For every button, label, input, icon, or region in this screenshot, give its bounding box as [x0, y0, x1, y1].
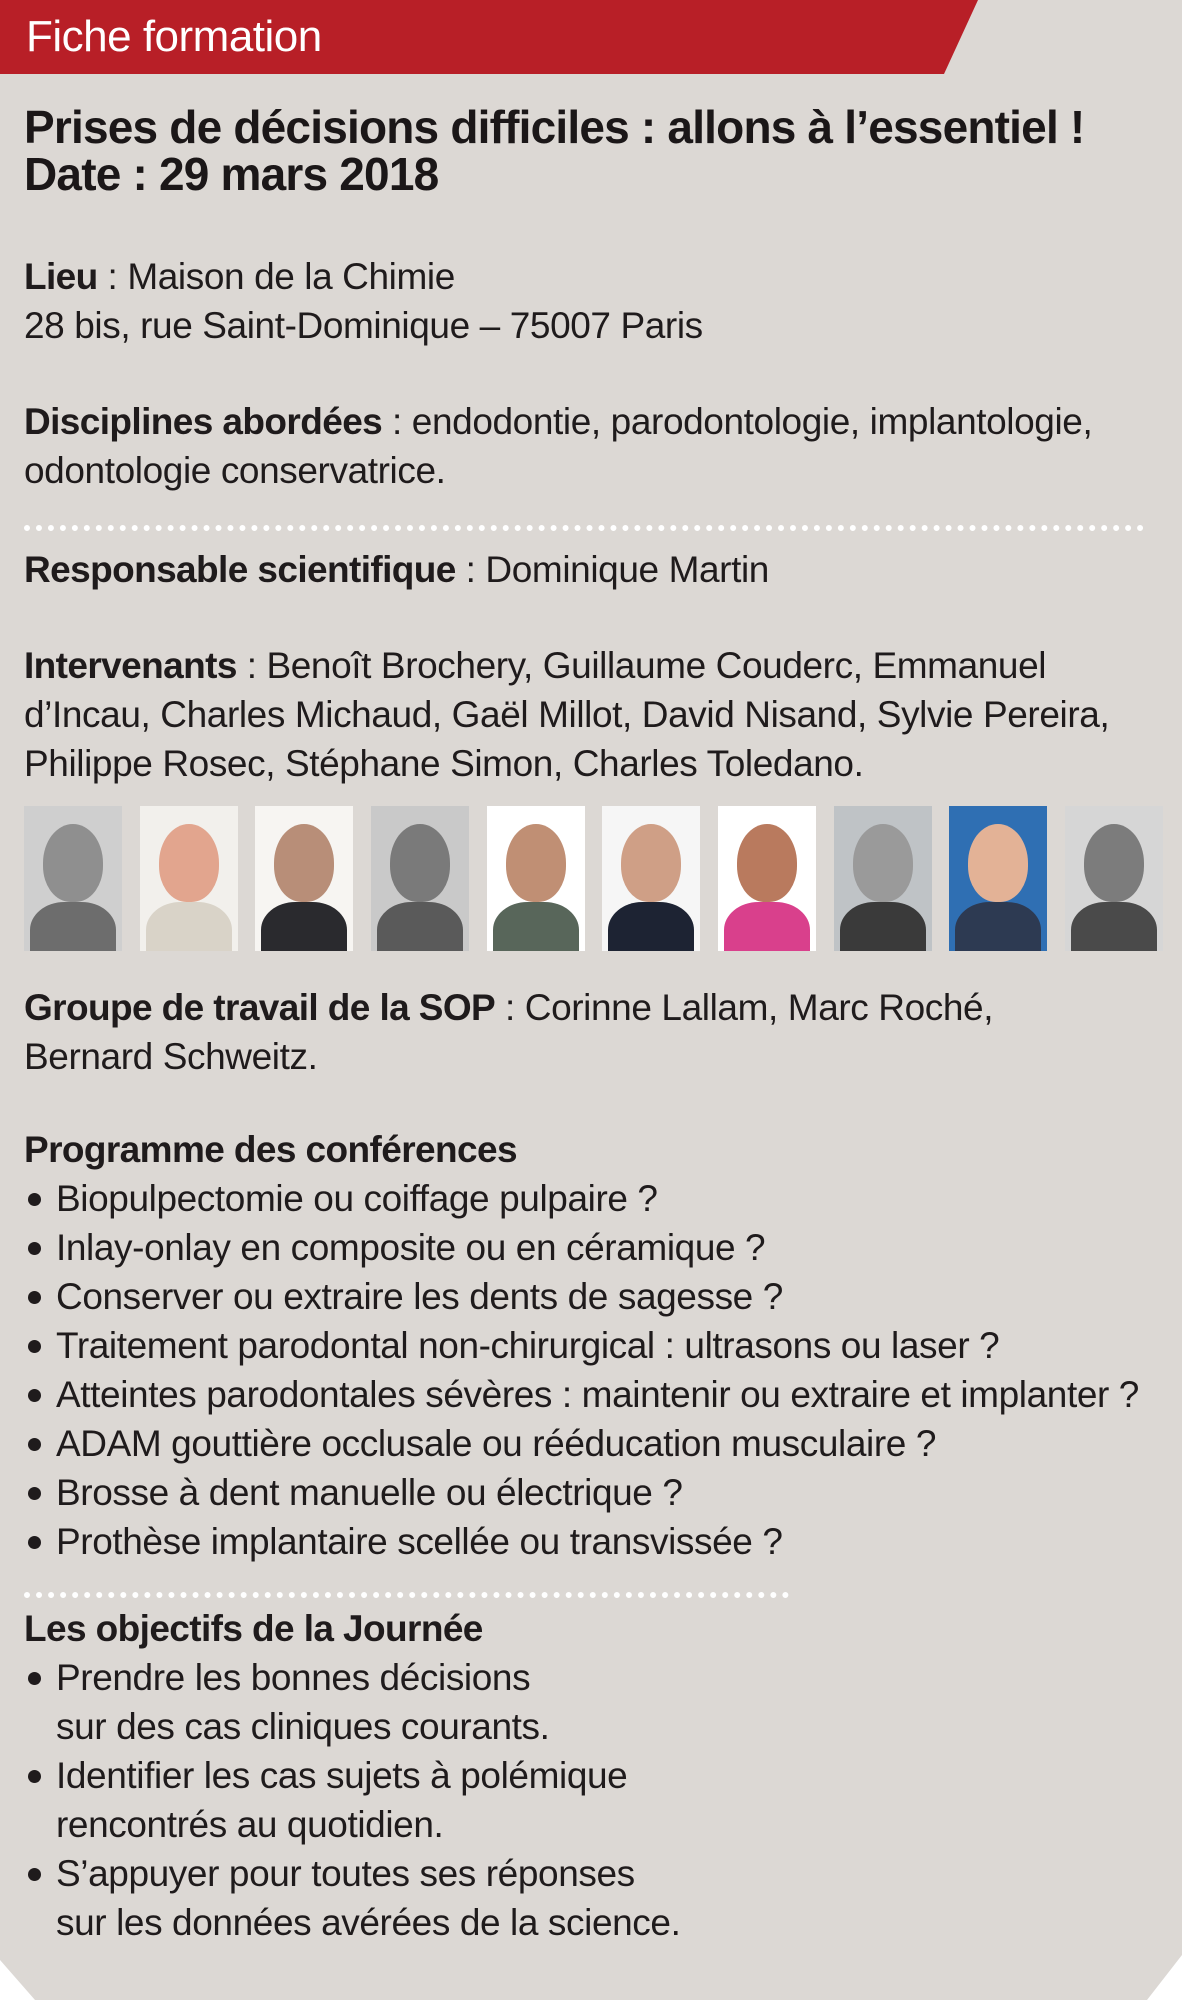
bullet-icon	[28, 1193, 41, 1206]
portrait-face	[853, 824, 913, 902]
speaker-photo	[1065, 806, 1163, 951]
headline-date: Date : 29 mars 2018	[24, 148, 439, 200]
groupe-line1: Corinne Lallam, Marc Roché,	[524, 987, 994, 1028]
lieu-address: 28 bis, rue Saint-Dominique – 75007 Paris	[24, 305, 703, 346]
speaker-photo	[949, 806, 1047, 951]
intervenants-line2: d’Incau, Charles Michaud, Gaël Millot, David Nisand, Sylvie Pereira,	[24, 694, 1110, 735]
portrait-shoulders	[955, 902, 1041, 951]
bullet-icon	[28, 1672, 41, 1685]
list-item: Prothèse implantaire scellée ou transvissée ?	[24, 1517, 1164, 1566]
objectifs-title: Les objectifs de la Journée	[24, 1608, 483, 1649]
bullet-icon	[28, 1242, 41, 1255]
objectifs-section	[24, 1604, 1164, 1947]
programme-list	[24, 1174, 1164, 1566]
headline-title: Prises de décisions difficiles : allons à l’essentiel !	[24, 101, 1085, 153]
programme-title: Programme des conférences	[24, 1129, 517, 1170]
list-item: Identifier les cas sujets à polémique rencontrés au quotidien.	[24, 1751, 1164, 1849]
portrait-face	[159, 824, 219, 902]
portrait-shoulders	[840, 902, 926, 951]
speaker-photos	[24, 806, 1163, 951]
list-item: Atteintes parodontales sévères : maintenir ou extraire et implanter ?	[24, 1370, 1164, 1419]
portrait-shoulders	[261, 902, 347, 951]
speaker-photo	[24, 806, 122, 951]
bullet-icon	[28, 1340, 41, 1353]
objectifs-list	[24, 1653, 1164, 1947]
lieu-sep: :	[97, 256, 128, 297]
groupe-block	[24, 983, 1164, 1081]
speaker-photo	[487, 806, 585, 951]
groupe-label: Groupe de travail de la SOP	[24, 987, 496, 1028]
bullet-icon	[28, 1291, 41, 1304]
portrait-shoulders	[30, 902, 116, 951]
groupe-sep: :	[495, 987, 525, 1028]
portrait-shoulders	[1071, 902, 1157, 951]
portrait-face	[1084, 824, 1144, 902]
portrait-face	[968, 824, 1028, 902]
groupe-line2: Bernard Schweitz.	[24, 1036, 318, 1077]
bullet-icon	[28, 1389, 41, 1402]
lieu-block	[24, 252, 1164, 350]
bullet-icon	[28, 1487, 41, 1500]
disciplines-line1: endodontie, parodontologie, implantologie,	[411, 401, 1093, 442]
list-item: Conserver ou extraire les dents de sagesse ?	[24, 1272, 1164, 1321]
responsable-value: Dominique Martin	[485, 549, 769, 590]
list-item: Traitement parodontal non-chirurgical : ultrasons ou laser ?	[24, 1321, 1164, 1370]
portrait-shoulders	[146, 902, 232, 951]
disciplines-block	[24, 397, 1164, 495]
portrait-shoulders	[377, 902, 463, 951]
disciplines-label: Disciplines abordées	[24, 401, 383, 442]
disciplines-sep: :	[382, 401, 412, 442]
portrait-shoulders	[724, 902, 810, 951]
portrait-face	[621, 824, 681, 902]
disciplines-line2: odontologie conservatrice.	[24, 450, 446, 491]
bullet-icon	[28, 1868, 41, 1881]
lieu-value: Maison de la Chimie	[127, 256, 455, 297]
portrait-face	[43, 824, 103, 902]
intervenants-line1: Benoît Brochery, Guillaume Couderc, Emmanuel	[266, 645, 1047, 686]
bullet-icon	[28, 1536, 41, 1549]
list-item: S’appuyer pour toutes ses réponses sur les données avérées de la science.	[24, 1849, 1164, 1947]
list-item: Prendre les bonnes décisions sur des cas cliniques courants.	[24, 1653, 1164, 1751]
fiche-content	[24, 101, 1164, 1947]
list-item: ADAM gouttière occlusale ou rééducation musculaire ?	[24, 1419, 1164, 1468]
intervenants-line3: Philippe Rosec, Stéphane Simon, Charles Toledano.	[24, 743, 864, 784]
programme-section	[24, 1125, 1164, 1566]
responsable-block	[24, 545, 1164, 594]
portrait-face	[737, 824, 797, 902]
intervenants-label: Intervenants	[24, 645, 237, 686]
portrait-shoulders	[608, 902, 694, 951]
intervenants-sep: :	[236, 645, 267, 686]
portrait-shoulders	[493, 902, 579, 951]
speaker-photo	[602, 806, 700, 951]
bullet-icon	[28, 1770, 41, 1783]
intervenants-block	[24, 641, 1164, 788]
bullet-icon	[28, 1438, 41, 1451]
responsable-sep: :	[455, 549, 486, 590]
responsable-label: Responsable scientifique	[24, 549, 456, 590]
portrait-face	[390, 824, 450, 902]
list-item: Inlay-onlay en composite ou en céramique ?	[24, 1223, 1164, 1272]
list-item: Biopulpectomie ou coiffage pulpaire ?	[24, 1174, 1164, 1223]
speaker-photo	[371, 806, 469, 951]
lieu-label: Lieu	[24, 256, 98, 297]
speaker-photo	[718, 806, 816, 951]
portrait-face	[506, 824, 566, 902]
speaker-photo	[255, 806, 353, 951]
header-title: Fiche formation	[26, 12, 322, 61]
portrait-face	[274, 824, 334, 902]
speaker-photo	[140, 806, 238, 951]
headline	[24, 101, 1164, 200]
speaker-photo	[834, 806, 932, 951]
list-item: Brosse à dent manuelle ou électrique ?	[24, 1468, 1164, 1517]
